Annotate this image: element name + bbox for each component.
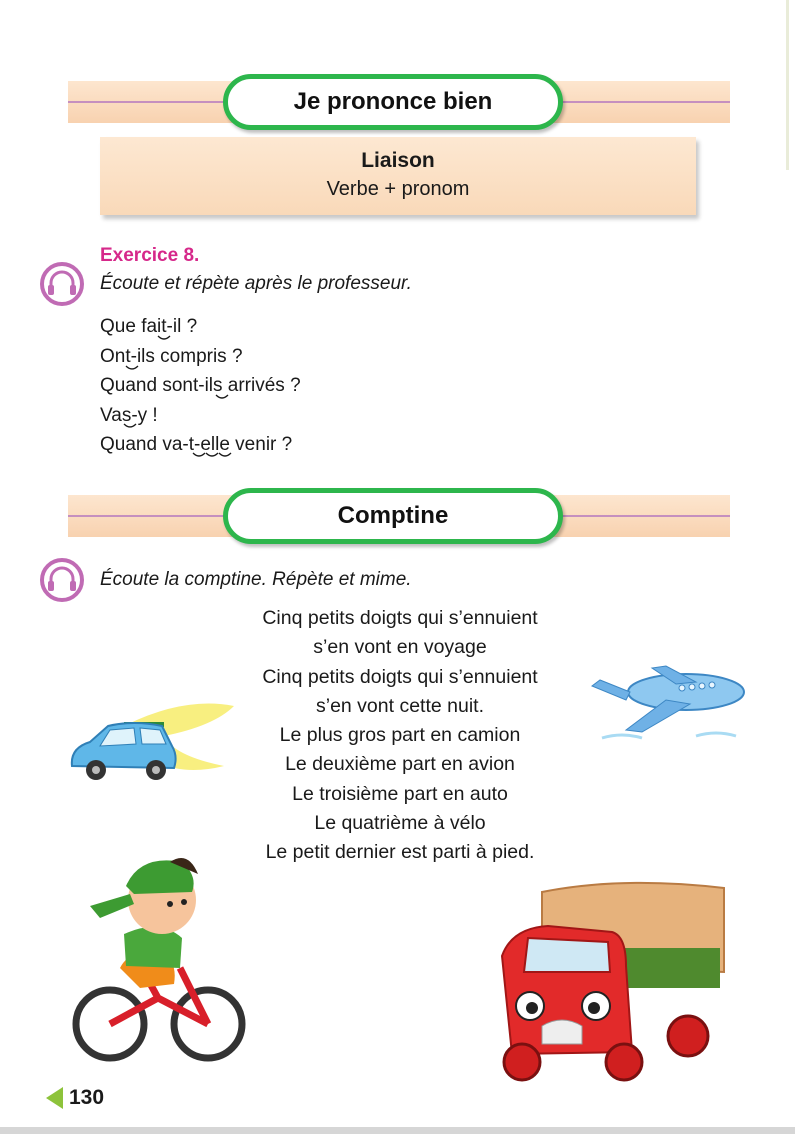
poem-line: Le troisième part en auto [292,782,508,805]
poem-line: Le petit dernier est parti à pied. [265,841,535,864]
page-number-text: 130 [69,1086,105,1109]
exercise-line: Quand sont-ils arrivés ? [100,375,301,396]
poem-line: Le quatrième à vélo [314,812,486,835]
truck-illustration [492,876,732,1086]
liaison-arc [206,453,218,456]
poem-line: Le deuxième part en avion [285,753,515,776]
comptine-instruction: Écoute la comptine. Répète et mime. [100,569,412,590]
exercise-line: Quand va-t-elle venir ? [100,434,293,455]
poem-line: Cinq petits doigts qui s’ennuient [262,665,538,688]
poem-line: Cinq petits doigts qui s’ennuient [262,607,538,629]
liaison-arc [158,336,170,339]
section-title: Comptine [223,488,563,544]
car-illustration [64,696,244,788]
boy-on-bike-illustration [70,848,250,1066]
exercise-line: Que fait-il ? [100,316,198,337]
exercise-instruction: Écoute et répète après le professeur. [100,273,412,294]
poem-line: Le plus gros part en camion [279,724,521,747]
liaison-arc [193,453,205,456]
exercise-line: Ont-ils compris ? [100,345,243,367]
section-banner-comptine [68,495,730,537]
liaison-arc [124,424,136,427]
exercise-line: Vas-y ! [100,404,158,426]
poem-line: s’en vont cette nuit. [315,694,485,717]
headphones-icon [36,558,88,602]
liaison-arc [126,366,138,369]
exercise-title: Exercice 8. [100,245,200,266]
comptine-poem [200,604,600,868]
page-number [46,1086,104,1110]
liaison-arc [219,453,231,456]
poem-line: s’en vont en voyage [313,636,487,659]
bottom-rule [0,1127,795,1134]
liaison-subtitle: Verbe + pronom [326,178,470,200]
liaison-arc [216,395,228,398]
page-arrow-icon [46,1087,63,1109]
section-title: Je prononce bien [223,74,563,130]
airplane-illustration [586,656,751,746]
liaison-title: Liaison [361,149,435,172]
